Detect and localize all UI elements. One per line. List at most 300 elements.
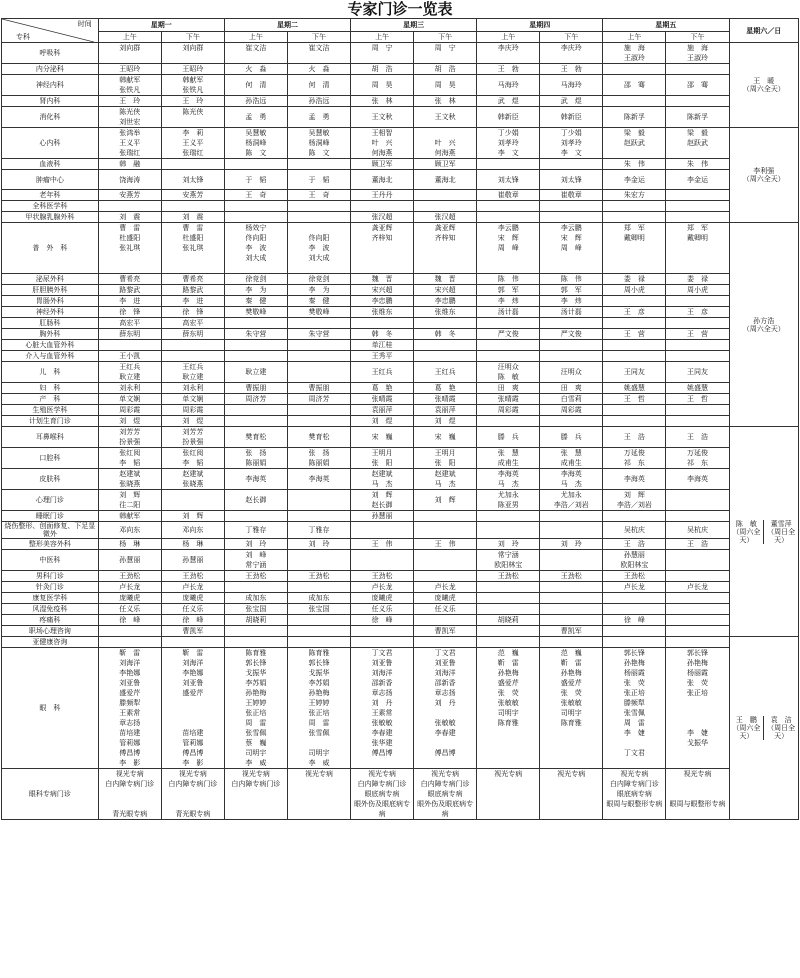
doctor-cell xyxy=(414,170,477,190)
doctor-name: 李苏娟 xyxy=(308,679,330,687)
doctor-name: 朱 伟 xyxy=(686,160,708,168)
doctor-name: 曹振朋 xyxy=(245,384,267,392)
doctor-cell xyxy=(603,405,666,416)
doctor-cell xyxy=(540,329,603,340)
doctor-name: 樊育松 xyxy=(245,433,267,441)
doctor-cell xyxy=(540,64,603,75)
doctor-name: 齐梓知 xyxy=(371,234,393,242)
doctor-name xyxy=(351,243,413,253)
doctor-cell xyxy=(287,648,350,769)
doctor-name xyxy=(351,525,413,535)
doctor-cell xyxy=(414,75,477,96)
doctor-cell xyxy=(666,582,729,593)
doctor-cell xyxy=(351,223,414,274)
doctor-cell xyxy=(666,416,729,427)
doctor-name: 王红兵 xyxy=(119,363,141,371)
doctor-cell xyxy=(351,648,414,769)
doctor-cell xyxy=(224,201,287,212)
doctor-name xyxy=(288,416,350,426)
doctor-cell xyxy=(666,626,729,637)
doctor-name xyxy=(225,212,287,222)
doctor-name: 樊敬峰 xyxy=(245,308,267,316)
doctor-cell xyxy=(224,582,287,593)
doctor-cell xyxy=(666,769,729,820)
doctor-cell xyxy=(161,351,224,362)
doctor-name xyxy=(666,748,728,758)
doctor-name xyxy=(99,637,161,647)
doctor-cell xyxy=(414,362,477,383)
doctor-name xyxy=(540,416,602,426)
doctor-cell xyxy=(161,223,224,274)
doctor-cell xyxy=(540,769,603,820)
day-header: 星期三 xyxy=(351,19,477,32)
table-row xyxy=(2,539,799,550)
doctor-name xyxy=(477,351,539,361)
doctor-name: 吴慧敏 xyxy=(308,129,330,137)
doctor-cell xyxy=(540,383,603,394)
doctor-name: 赵跃武 xyxy=(686,139,708,147)
doctor-name: 王丹丹 xyxy=(371,191,393,199)
doctor-name: 王 勃 xyxy=(497,65,519,73)
doctor-name: 周 昊 xyxy=(371,81,393,89)
doctor-cell xyxy=(603,626,666,637)
doctor-cell xyxy=(666,448,729,469)
doctor-cell xyxy=(477,550,540,571)
doctor-cell xyxy=(161,96,224,107)
doctor-cell xyxy=(351,107,414,128)
doctor-name: 王文秋 xyxy=(434,113,456,121)
dept-name: 泌尿外科 xyxy=(2,274,99,285)
doctor-name: 孙艳梅 xyxy=(686,659,708,667)
doctor-cell xyxy=(540,522,603,539)
doctor-name: 孙慧丽 xyxy=(182,556,204,564)
doctor-name xyxy=(477,416,539,426)
doctor-name xyxy=(540,525,602,535)
doctor-cell xyxy=(603,340,666,351)
table-row xyxy=(2,550,799,571)
doctor-name: 张 阳 xyxy=(434,459,456,467)
doctor-cell xyxy=(603,416,666,427)
doctor-name: 宋 巍 xyxy=(434,433,456,441)
doctor-cell xyxy=(414,43,477,64)
doctor-name: 王 伟 xyxy=(371,540,393,548)
doctor-cell xyxy=(287,43,350,64)
doctor-cell xyxy=(351,75,414,96)
doctor-cell xyxy=(224,604,287,615)
doctor-name: 安燕芳 xyxy=(182,191,204,199)
doctor-cell xyxy=(540,427,603,448)
dept-name: 产 科 xyxy=(2,394,99,405)
doctor-name: 张 荧 xyxy=(560,689,582,697)
doctor-name: 刘孝玲 xyxy=(560,139,582,147)
doctor-name: 王劲松 xyxy=(497,572,519,580)
doctor-name: 徐 锋 xyxy=(182,308,204,316)
doctor-cell xyxy=(603,329,666,340)
doctor-cell xyxy=(540,107,603,128)
doctor-name xyxy=(540,615,602,625)
dept-name: 职场心理咨询 xyxy=(2,626,99,637)
doctor-cell xyxy=(224,329,287,340)
weekend-line: （周六全天） xyxy=(742,85,785,93)
doctor-name xyxy=(288,495,350,505)
am-header: 上午 xyxy=(351,31,414,42)
doctor-cell xyxy=(224,769,287,820)
doctor-name: 刘亚鲁 xyxy=(371,659,393,667)
doctor-name xyxy=(99,201,161,211)
doctor-cell xyxy=(98,604,161,615)
doctor-name xyxy=(288,738,350,748)
pm-header: 下午 xyxy=(161,31,224,42)
doctor-name: 李海英 xyxy=(560,470,582,478)
doctor-name: 范 巍 xyxy=(497,649,519,657)
doctor-name: 王淑玲 xyxy=(623,54,645,62)
doctor-name xyxy=(666,511,728,521)
weekend-line: （周六全天） xyxy=(742,324,785,333)
am-header: 上午 xyxy=(224,31,287,42)
doctor-cell xyxy=(287,550,350,571)
doctor-name: 李 进 xyxy=(119,297,141,305)
doctor-name: 丁雅存 xyxy=(308,526,330,534)
doctor-name xyxy=(477,212,539,222)
doctor-cell xyxy=(98,340,161,351)
doctor-cell xyxy=(287,318,350,329)
doctor-cell xyxy=(540,340,603,351)
doctor-cell xyxy=(287,522,350,539)
doctor-cell xyxy=(98,296,161,307)
doctor-name xyxy=(162,718,224,728)
doctor-name xyxy=(162,117,224,127)
doctor-name xyxy=(477,253,539,263)
table-row xyxy=(2,223,799,274)
doctor-name: 安燕芳 xyxy=(119,191,141,199)
doctor-name: 李 文 xyxy=(497,149,519,157)
doctor-name: 成甫生 xyxy=(560,459,582,467)
doctor-name xyxy=(162,708,224,718)
doctor-name: 李 炜 xyxy=(497,297,519,305)
doctor-name: 陈亚男 xyxy=(497,501,519,509)
doctor-cell xyxy=(540,448,603,469)
doctor-name xyxy=(225,263,287,273)
doctor-name: 苗培建 xyxy=(182,729,204,737)
doctor-name: 娄 禄 xyxy=(623,275,645,283)
doctor-name: 李 文 xyxy=(560,149,582,157)
doctor-cell xyxy=(98,550,161,571)
doctor-cell xyxy=(477,626,540,637)
doctor-name xyxy=(477,728,539,738)
doctor-name: 张 阳 xyxy=(371,459,393,467)
table-row xyxy=(2,159,799,170)
doctor-cell xyxy=(98,351,161,362)
table-row xyxy=(2,522,799,539)
doctor-name: 王昭玲 xyxy=(119,65,141,73)
weekend-line: 王 暖 xyxy=(753,77,775,85)
doctor-name xyxy=(414,128,476,138)
doctor-cell xyxy=(351,274,414,285)
doctor-name: 视光专病 xyxy=(304,770,333,778)
doctor-cell xyxy=(666,274,729,285)
doctor-name: 李 韬 xyxy=(182,459,204,467)
doctor-name xyxy=(603,318,665,328)
doctor-name xyxy=(414,318,476,328)
doctor-name: 尤加永 xyxy=(560,491,582,499)
doctor-cell xyxy=(414,615,477,626)
doctor-cell xyxy=(98,511,161,522)
doctor-name: 火 淼 xyxy=(308,65,330,73)
doctor-name xyxy=(603,351,665,361)
doctor-name: 佟向阳 xyxy=(308,234,330,242)
dept-name: 介入与血管外科 xyxy=(2,351,99,362)
doctor-name xyxy=(603,626,665,636)
doctor-cell xyxy=(540,416,603,427)
doctor-name: 任义乐 xyxy=(434,605,456,613)
dept-name: 儿 科 xyxy=(2,362,99,383)
doctor-name: 秦 健 xyxy=(308,297,330,305)
doctor-cell xyxy=(351,637,414,648)
doctor-name xyxy=(540,351,602,361)
doctor-cell xyxy=(98,329,161,340)
doctor-name: 张 林 xyxy=(434,97,456,105)
doctor-name xyxy=(540,758,602,768)
doctor-cell xyxy=(477,615,540,626)
doctor-cell xyxy=(603,593,666,604)
doctor-cell xyxy=(414,648,477,769)
doctor-name: 韩新臣 xyxy=(497,113,519,121)
doctor-name: 李庆玲 xyxy=(497,44,519,52)
doctor-cell xyxy=(414,405,477,416)
doctor-name: 刘芳芳 xyxy=(182,428,204,436)
doctor-name: 丁文君 xyxy=(371,649,393,657)
doctor-name: 李 威 xyxy=(245,759,267,767)
doctor-name: 刘永利 xyxy=(119,384,141,392)
doctor-cell xyxy=(666,64,729,75)
weekend-cell xyxy=(729,637,799,820)
doctor-name: 陈 敏 xyxy=(497,373,519,381)
doctor-name: 吴杭庆 xyxy=(623,526,645,534)
doctor-cell xyxy=(98,571,161,582)
weekend-split xyxy=(730,520,799,544)
doctor-cell xyxy=(351,383,414,394)
doctor-name: 周 雷 xyxy=(308,719,330,727)
doctor-name: 马 杰 xyxy=(371,480,393,488)
doctor-cell xyxy=(666,522,729,539)
doctor-name: 周济芳 xyxy=(245,395,267,403)
dept-name: 康复医学科 xyxy=(2,593,99,604)
doctor-name: 杨洞峰 xyxy=(245,139,267,147)
doctor-cell xyxy=(603,469,666,490)
pm-header: 下午 xyxy=(414,31,477,42)
doctor-name: 杜盛阳 xyxy=(119,234,141,242)
am-header: 上午 xyxy=(98,31,161,42)
doctor-name xyxy=(666,571,728,581)
doctor-name: 李春建 xyxy=(434,729,456,737)
doctor-name: 曹凯军 xyxy=(182,627,204,635)
doctor-name: 刘 煜 xyxy=(434,417,456,425)
doctor-name xyxy=(540,212,602,222)
pm-header: 下午 xyxy=(540,31,603,42)
table-row xyxy=(2,394,799,405)
doctor-cell xyxy=(351,340,414,351)
doctor-name: 李春建 xyxy=(371,729,393,737)
doctor-name: 章志扬 xyxy=(119,719,141,727)
doctor-name: 王婷婷 xyxy=(308,699,330,707)
doctor-cell xyxy=(477,539,540,550)
doctor-name: 魏 晋 xyxy=(434,275,456,283)
doctor-name: 张瑞红 xyxy=(119,149,141,157)
doctor-name: 孙浩远 xyxy=(308,97,330,105)
table-row xyxy=(2,648,799,769)
doctor-name: 祁 东 xyxy=(686,459,708,467)
doctor-name: 刘太锋 xyxy=(560,175,582,184)
doctor-name: 滕频犁 xyxy=(119,699,141,707)
doctor-cell xyxy=(477,648,540,769)
doctor-cell xyxy=(287,448,350,469)
doctor-cell xyxy=(224,107,287,128)
doctor-name: 赵跃武 xyxy=(623,139,645,147)
doctor-cell xyxy=(540,405,603,416)
doctor-name: 郭 军 xyxy=(497,286,519,294)
doctor-name: 白内障专病门诊 xyxy=(609,780,659,788)
doctor-cell xyxy=(477,190,540,201)
doctor-name xyxy=(666,318,728,328)
doctor-name: 施 海 xyxy=(623,44,645,52)
doctor-cell xyxy=(287,329,350,340)
doctor-cell xyxy=(224,448,287,469)
doctor-name: 李浩／刘岩 xyxy=(553,501,589,509)
doctor-name: 吴慧敏 xyxy=(245,129,267,137)
doctor-cell xyxy=(351,550,414,571)
doctor-cell xyxy=(477,469,540,490)
doctor-name xyxy=(666,626,728,636)
doctor-cell xyxy=(161,340,224,351)
doctor-name: 眼周与眼整形专病 xyxy=(606,800,663,808)
doctor-cell xyxy=(224,64,287,75)
doctor-name: 王红兵 xyxy=(371,368,393,376)
doctor-name: 李 莉 xyxy=(182,129,204,137)
doctor-cell xyxy=(98,75,161,96)
doctor-name xyxy=(99,340,161,350)
doctor-name: 张铁凡 xyxy=(182,86,204,94)
doctor-name: 周小虎 xyxy=(623,286,645,294)
doctor-name xyxy=(162,789,224,799)
doctor-cell xyxy=(287,75,350,96)
doctor-name xyxy=(414,351,476,361)
doctor-cell xyxy=(287,274,350,285)
doctor-cell xyxy=(540,394,603,405)
doctor-name: 饶海涛 xyxy=(119,175,141,184)
doctor-name: 陈新孚 xyxy=(623,113,645,121)
doctor-cell xyxy=(540,318,603,329)
weekend-cell xyxy=(729,223,799,427)
doctor-cell xyxy=(477,170,540,190)
doctor-name xyxy=(288,351,350,361)
doctor-name: 马海玲 xyxy=(497,81,519,89)
doctor-cell xyxy=(540,351,603,362)
doctor-name xyxy=(540,637,602,647)
doctor-cell xyxy=(98,648,161,769)
doctor-cell xyxy=(666,318,729,329)
doctor-cell xyxy=(161,648,224,769)
doctor-name xyxy=(414,738,476,748)
doctor-name: 成加东 xyxy=(245,594,267,602)
doctor-cell xyxy=(666,648,729,769)
doctor-name xyxy=(288,201,350,211)
doctor-cell xyxy=(540,615,603,626)
doctor-name: 郭长锋 xyxy=(623,649,645,657)
doctor-name xyxy=(477,626,539,636)
doctor-name: 刘 峰 xyxy=(245,551,267,559)
doctor-name: 王劲松 xyxy=(371,572,393,580)
doctor-name: 徐 峰 xyxy=(623,616,645,624)
doctor-cell xyxy=(351,362,414,383)
doctor-cell xyxy=(414,550,477,571)
doctor-name: 张铁凡 xyxy=(119,86,141,94)
doctor-name xyxy=(162,201,224,211)
dept-name: 神经内科 xyxy=(2,75,99,96)
doctor-name: 王明月 xyxy=(371,449,393,457)
doctor-name xyxy=(288,263,350,273)
doctor-name: 李云鹏 xyxy=(560,224,582,232)
doctor-name xyxy=(162,698,224,708)
doctor-name: 张正培 xyxy=(308,709,330,717)
doctor-cell xyxy=(287,394,350,405)
doctor-name: 袁丽萍 xyxy=(434,406,456,414)
doctor-name: 庞曦虎 xyxy=(371,594,393,602)
doctor-cell xyxy=(603,604,666,615)
doctor-cell xyxy=(414,469,477,490)
doctor-name xyxy=(351,253,413,263)
doctor-cell xyxy=(351,329,414,340)
doctor-name xyxy=(351,263,413,273)
doctor-cell xyxy=(414,511,477,522)
doctor-cell xyxy=(161,159,224,170)
doctor-cell xyxy=(540,159,603,170)
doctor-cell xyxy=(540,170,603,190)
doctor-cell xyxy=(161,394,224,405)
doctor-cell xyxy=(603,648,666,769)
doctor-name: 高宏平 xyxy=(119,319,141,327)
doctor-name: 宋 辉 xyxy=(497,234,519,242)
doctor-name: 张 荧 xyxy=(686,679,708,687)
doctor-name: 张汉超 xyxy=(434,213,456,221)
doctor-name: 刘海洋 xyxy=(434,669,456,677)
doctor-name: 王同友 xyxy=(623,368,645,376)
doctor-name: 丁文君 xyxy=(434,649,456,657)
doctor-name: 葛 艳 xyxy=(371,384,393,392)
doctor-cell xyxy=(540,43,603,64)
doctor-name: 刘 震 xyxy=(182,213,204,221)
doctor-cell xyxy=(224,383,287,394)
doctor-name: 靳 雷 xyxy=(182,649,204,657)
doctor-cell xyxy=(603,190,666,201)
doctor-name xyxy=(540,201,602,211)
doctor-cell xyxy=(666,190,729,201)
doctor-name: 刘向群 xyxy=(119,44,141,52)
doctor-name xyxy=(225,799,287,809)
doctor-name xyxy=(162,495,224,505)
doctor-cell xyxy=(666,394,729,405)
doctor-cell xyxy=(224,296,287,307)
doctor-cell xyxy=(161,274,224,285)
doctor-name: 刘亚鲁 xyxy=(119,679,141,687)
dept-name: 生殖医学科 xyxy=(2,405,99,416)
doctor-cell xyxy=(414,340,477,351)
doctor-name: 薛东明 xyxy=(119,330,141,338)
doctor-name: 卢长龙 xyxy=(371,583,393,591)
doctor-cell xyxy=(287,170,350,190)
doctor-cell xyxy=(287,107,350,128)
day-header: 星期四 xyxy=(477,19,603,32)
doctor-name: 李 婕 xyxy=(686,729,708,737)
